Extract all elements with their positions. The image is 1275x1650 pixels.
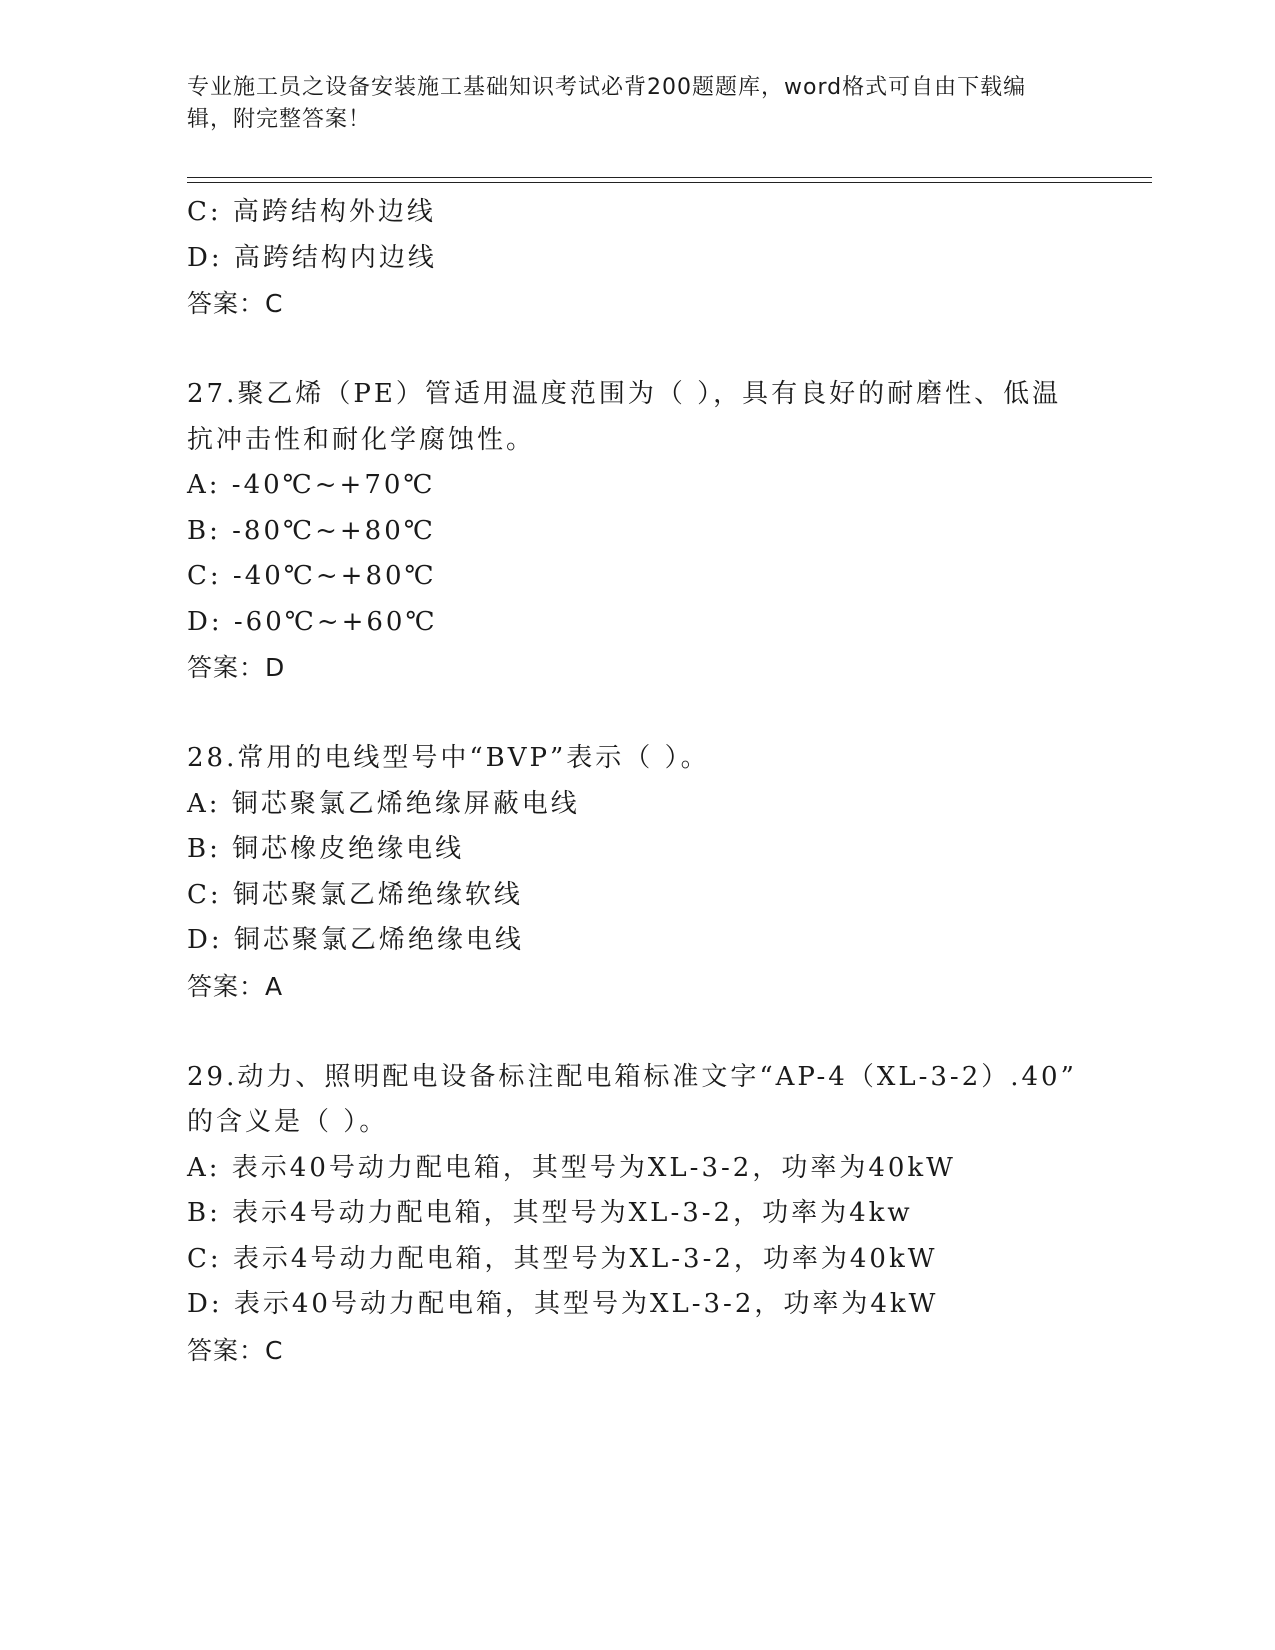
option-c: C: 铜芯聚氯乙烯绝缘软线 xyxy=(187,879,523,910)
question-stem: 28.常用的电线型号中“BVP”表示（ ）。 xyxy=(187,743,710,773)
spacer xyxy=(187,327,1087,373)
document-header-title: 专业施工员之设备安装施工基础知识考试必背200题题库，word格式可自由下载编辑，附完整答案！ xyxy=(187,75,1027,132)
option-d: D: -60℃~+60℃ xyxy=(187,606,438,637)
spacer xyxy=(187,691,1087,737)
answer-line: 答案：C xyxy=(187,1335,284,1365)
option-b: B: -80℃~+80℃ xyxy=(187,515,436,546)
question-28 xyxy=(187,736,1087,1009)
question-stem: 29.动力、照明配电设备标注配电箱标准文字“AP-4（XL-3-2）.40” xyxy=(187,1061,1077,1092)
option-c: C: -40℃~+80℃ xyxy=(187,561,437,591)
option-c: C: 表示4号动力配电箱，其型号为XL-3-2，功率为40kW xyxy=(187,1243,938,1274)
question-list xyxy=(187,190,1087,1373)
answer-line: 答案：C xyxy=(187,289,284,318)
option-d: D: 铜芯聚氯乙烯绝缘电线 xyxy=(187,925,524,955)
option-c: C: 高跨结构外边线 xyxy=(187,197,436,227)
option-d: D: 表示40号动力配电箱，其型号为XL-3-2，功率为4kW xyxy=(187,1289,939,1319)
header-rule-bottom xyxy=(187,182,1152,183)
option-b: B: 表示4号动力配电箱，其型号为XL-3-2，功率为4kw xyxy=(187,1198,913,1228)
question-stem: 27.聚乙烯（PE）管适用温度范围为（ ），具有良好的耐磨性、低温 xyxy=(187,379,1062,409)
question-27 xyxy=(187,372,1087,691)
answer-line: 答案：D xyxy=(187,653,286,682)
option-d: D: 高跨结构内边线 xyxy=(187,242,437,273)
option-a: A: -40℃~+70℃ xyxy=(187,470,436,500)
answer-line: 答案：A xyxy=(187,971,284,1001)
header-rule-top xyxy=(187,177,1152,178)
option-a: A: 表示40号动力配电箱，其型号为XL-3-2，功率为40kW xyxy=(187,1152,956,1183)
previous-question-tail xyxy=(187,190,1087,327)
option-a: A: 铜芯聚氯乙烯绝缘屏蔽电线 xyxy=(187,788,580,819)
question-stem-continued: 的含义是（ ）。 xyxy=(187,1107,389,1137)
question-29 xyxy=(187,1055,1087,1374)
spacer xyxy=(187,1009,1087,1055)
option-b: B: 铜芯橡皮绝缘电线 xyxy=(187,834,465,864)
question-stem-continued: 抗冲击性和耐化学腐蚀性。 xyxy=(187,424,536,455)
